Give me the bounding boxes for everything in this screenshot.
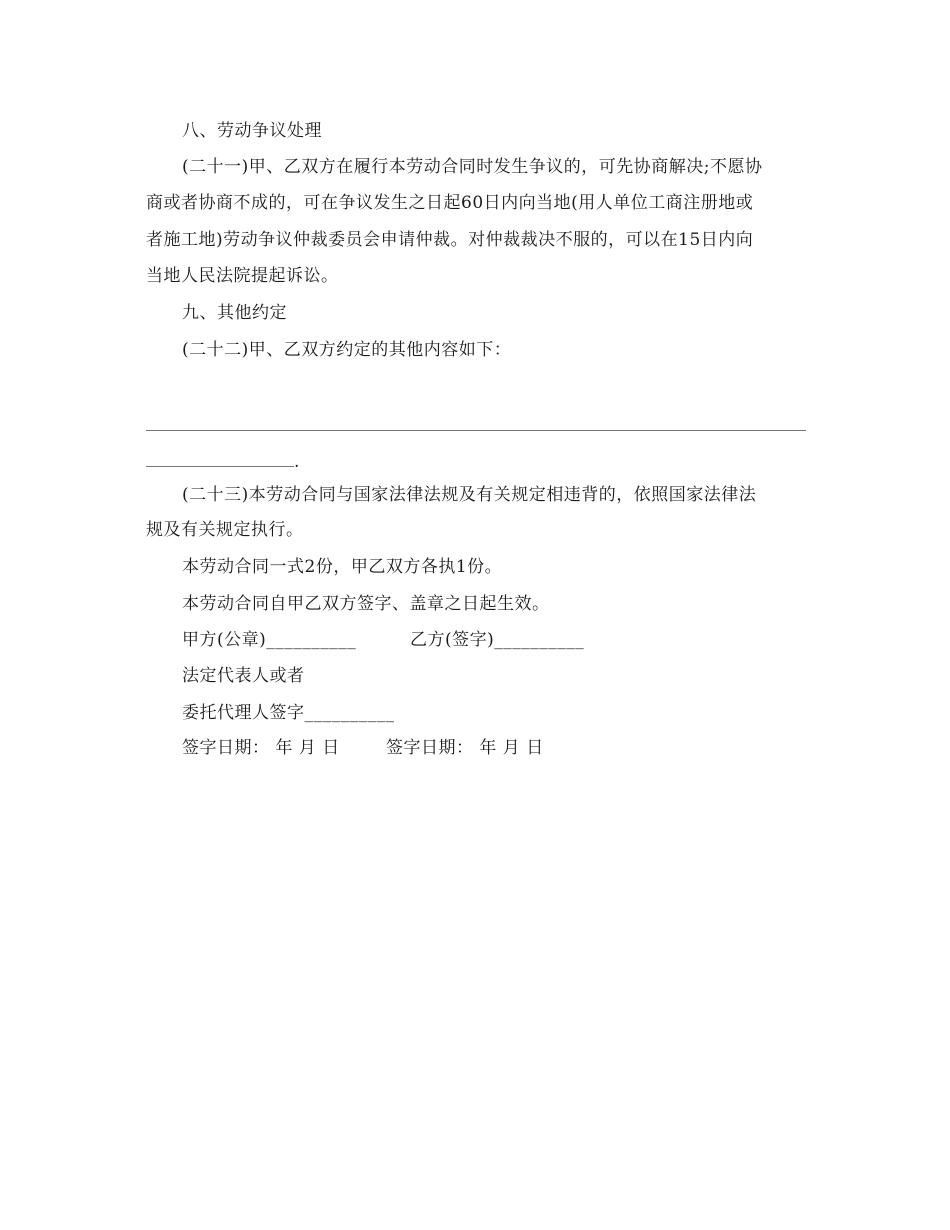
clause-21-line-1: (二十一)甲、乙双方在履行本劳动合同时发生争议的，可先协商解决;不愿协	[182, 157, 763, 177]
clause-23-line-1: (二十三)本劳动合同与国家法律法规及有关规定相违背的，依照国家法律法	[182, 485, 757, 505]
section-heading-9: 九、其他约定	[182, 303, 287, 323]
clause-21-line-3: 者施工地)劳动争议仲裁委员会申请仲裁。对仲裁裁决不服的，可以在15日内向	[146, 230, 754, 250]
blank-fill-line-short	[146, 466, 294, 467]
clause-22: (二十二)甲、乙双方约定的其他内容如下：	[182, 340, 512, 360]
sign-date-a: 签字日期： 年 月 日	[182, 738, 340, 758]
legal-representative-text: 法定代表人或者	[182, 666, 305, 686]
copies-text: 本劳动合同一式2份，甲乙双方各执1份。	[182, 557, 503, 577]
clause-23-line-2: 规及有关规定执行。	[146, 520, 304, 540]
agent-signature: 委托代理人签字__________	[182, 703, 395, 723]
clause-21-line-4: 当地人民法院提起诉讼。	[146, 266, 339, 286]
section-heading-8: 八、劳动争议处理	[182, 121, 322, 141]
party-a-signature: 甲方(公章)__________	[182, 630, 357, 650]
blank-fill-end: .	[294, 452, 300, 472]
clause-21-line-2: 商或者协商不成的，可在争议发生之日起60日内向当地(用人单位工商注册地或	[146, 193, 754, 213]
blank-fill-line	[146, 430, 806, 431]
sign-date-b: 签字日期： 年 月 日	[386, 738, 544, 758]
party-b-signature: 乙方(签字)__________	[410, 630, 585, 650]
effective-text: 本劳动合同自甲乙双方签字、盖章之日起生效。	[182, 594, 550, 614]
